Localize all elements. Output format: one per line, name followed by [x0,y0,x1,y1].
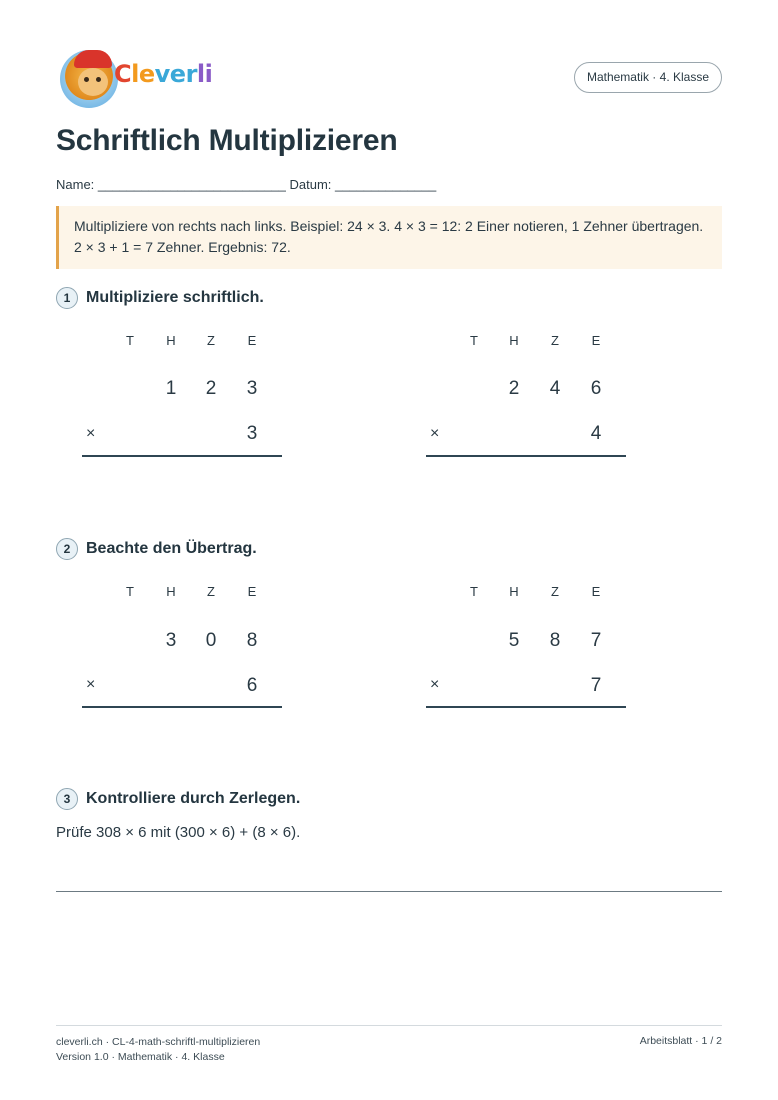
lion-mascot-icon [60,50,118,108]
digit-h: 3 [165,630,177,651]
column-header-t: T [470,333,478,348]
digit-e: 6 [590,378,602,399]
column-header-z: Z [551,584,559,599]
section-number: 2 [56,538,78,560]
section-title: Kontrolliere durch Zerlegen. [86,790,301,807]
column-header-z: Z [207,333,215,348]
name-date-line: Name: __________________________ Datum: ______________ [56,177,437,192]
digit-e: 3 [246,378,258,399]
factor-digit: 4 [590,423,602,444]
subject-badge: Mathematik · 4. Klasse [574,62,722,93]
digit-h: 5 [508,630,520,651]
column-header-z: Z [551,333,559,348]
section-2-heading [56,538,257,560]
result-line [426,455,626,457]
column-header-t: T [126,333,134,348]
page-title: Schriftlich Multiplizieren [56,124,398,157]
answer-line [56,891,722,892]
footer-line-2: Version 1.0 · Mathematik · 4. Klasse [56,1051,225,1063]
factor-digit: 6 [246,675,258,696]
section-1-heading [56,287,264,309]
problem-1b [426,333,626,463]
column-header-t: T [126,584,134,599]
digit-e: 7 [590,630,602,651]
column-header-z: Z [207,584,215,599]
factor-digit: 3 [246,423,258,444]
digit-z: 2 [205,378,217,399]
digit-z: 8 [549,630,561,651]
footer-divider [56,1025,722,1026]
multiply-sign: × [86,425,96,442]
hint-box: Multipliziere von rechts nach links. Beispiel: 24 × 3. 4 × 3 = 12: 2 Einer notieren, 1 Zehner übertragen. 2 × 3 + 1 = 7 Zehner. Ergebnis: 72. [56,206,722,269]
digit-h: 2 [508,378,520,399]
digit-z: 4 [549,378,561,399]
digit-h: 1 [165,378,177,399]
column-header-e: E [247,333,257,348]
problem-2b [426,584,626,714]
digit-e: 8 [246,630,258,651]
column-header-h: H [166,584,176,599]
footer-info [56,1035,260,1065]
section-title: Multipliziere schriftlich. [86,289,264,306]
section-number: 3 [56,788,78,810]
page-indicator: Arbeitsblatt · 1 / 2 [639,1035,722,1047]
check-instruction: Prüfe 308 × 6 mit (300 × 6) + (8 × 6). [56,824,301,841]
multiply-sign: × [430,425,440,442]
footer-line-1: cleverli.ch · CL-4-math-schriftl-multiplizieren [56,1036,261,1048]
column-header-e: E [591,333,601,348]
column-header-e: E [247,584,257,599]
column-header-h: H [509,584,519,599]
problem-1a [82,333,282,463]
result-line [426,706,626,708]
result-line [82,706,282,708]
result-line [82,455,282,457]
multiply-sign: × [86,676,96,693]
column-header-h: H [509,333,519,348]
column-header-t: T [470,584,478,599]
digit-z: 0 [205,630,217,651]
column-header-e: E [591,584,601,599]
factor-digit: 7 [590,675,602,696]
logo-wordmark: Cleverli [114,60,213,88]
cleverli-logo [56,46,213,110]
multiply-sign: × [430,676,440,693]
column-header-h: H [166,333,176,348]
section-number: 1 [56,287,78,309]
section-title: Beachte den Übertrag. [86,540,257,557]
section-3-heading [56,788,300,810]
problem-2a [82,584,282,714]
